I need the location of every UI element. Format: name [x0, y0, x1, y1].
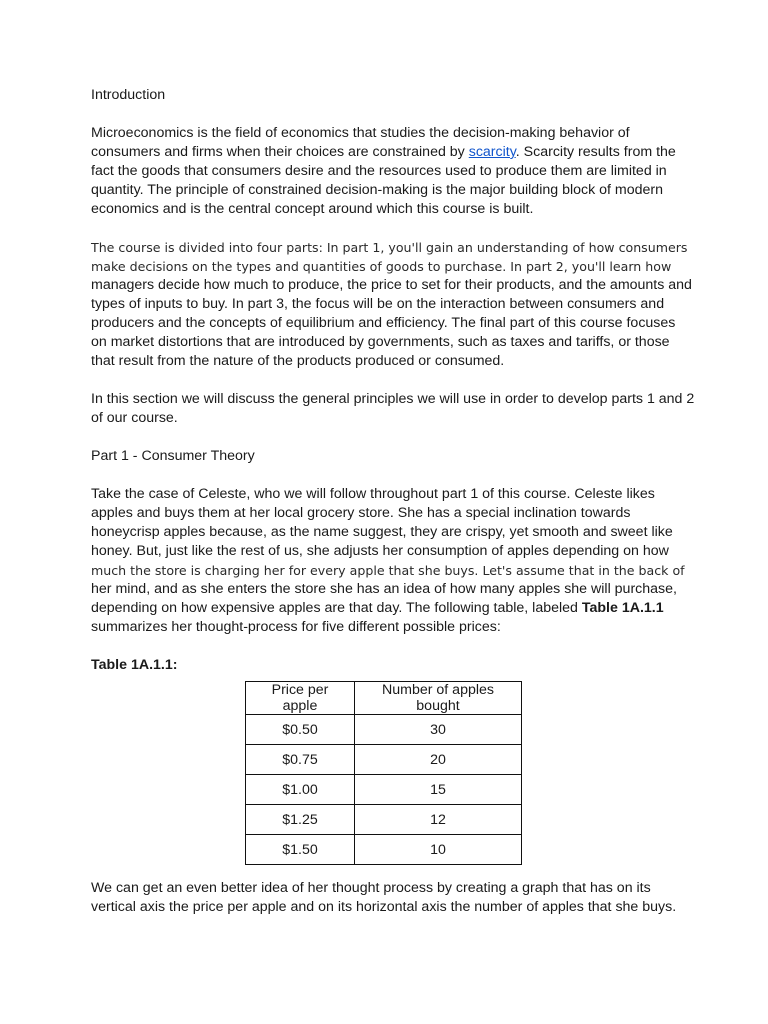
section-heading-part1: Part 1 - Consumer Theory	[91, 448, 255, 464]
table-row	[246, 805, 522, 835]
paragraph-text: . Scarcity results from the	[515, 144, 676, 160]
paragraph-line: The course is divided into four parts: In part 1, you'll gain an understanding of how consumers	[91, 240, 688, 255]
table-row	[246, 835, 522, 865]
table-caption-text: Table 1A.1.1:	[91, 657, 178, 673]
paragraph-line	[91, 599, 664, 618]
paragraph-line: summarizes her thought-process for five different possible prices:	[91, 619, 501, 635]
quantity-cell: 10	[355, 835, 522, 865]
price-cell: $0.75	[246, 745, 355, 775]
paragraph-line: that result from the nature of the products produced or consumed.	[91, 353, 505, 369]
paragraph-line: Microeconomics is the field of economics that studies the decision-making behavior of	[91, 125, 630, 141]
table-row	[246, 715, 522, 745]
paragraph-text: consumers and firms when their choices are constrained by	[91, 144, 469, 160]
table-row	[246, 745, 522, 775]
paragraph-line: Take the case of Celeste, who we will follow throughout part 1 of this course. Celeste likes	[91, 486, 655, 502]
paragraph-line: honey. But, just like the rest of us, she adjusts her consumption of apples depending on how	[91, 543, 669, 559]
paragraph-line: We can get an even better idea of her thought process by creating a graph that has on its	[91, 880, 651, 896]
document-page	[91, 86, 695, 917]
paragraph-section-scope	[91, 390, 695, 428]
paragraph-line: producers and the concepts of equilibrium and efficiency. The final part of this course focuses	[91, 315, 676, 331]
price-cell: $1.25	[246, 805, 355, 835]
column-header-price: Price per apple	[246, 682, 355, 715]
paragraph-line: In this section we will discuss the general principles we will use in order to develop parts 1 and 2	[91, 391, 695, 407]
price-cell: $1.00	[246, 775, 355, 805]
paragraph-line: vertical axis the price per apple and on its horizontal axis the number of apples that she buys.	[91, 899, 677, 915]
table-row	[246, 775, 522, 805]
table-caption	[91, 656, 661, 675]
paragraph-line	[91, 143, 676, 162]
paragraph-microeconomics	[91, 124, 676, 219]
paragraph-line: quantity. The principle of constrained decision-making is the major building block of modern	[91, 182, 664, 198]
column-header-quantity: Number of apples bought	[355, 682, 522, 715]
table-reference: Table 1A.1.1	[581, 600, 664, 616]
quantity-cell: 20	[355, 745, 522, 775]
table-header-row	[246, 682, 522, 715]
paragraph-line: honeycrisp apples because, as the name suggest, they are crispy, yet smooth and sweet like	[91, 524, 673, 540]
paragraph-line: make decisions on the types and quantities of goods to purchase. In part 2, you'll learn how	[91, 259, 672, 274]
paragraph-line: her mind, and as she enters the store she has an idea of how many apples she will purchase,	[91, 581, 677, 597]
paragraph-celeste	[91, 485, 685, 637]
paragraph-line: apples and buys them at her local grocery store. She has a special inclination towards	[91, 505, 631, 521]
price-cell: $0.50	[246, 715, 355, 745]
paragraph-line: much the store is charging her for every apple that she buys. Let's assume that in the back of	[91, 563, 685, 578]
paragraph-line: on market distortions that are introduced by governments, such as taxes and tariffs, or those	[91, 334, 670, 350]
quantity-cell: 15	[355, 775, 522, 805]
quantity-cell: 30	[355, 715, 522, 745]
paragraph-text: depending on how expensive apples are that day. The following table, labeled	[91, 600, 582, 616]
paragraph-line: types of inputs to buy. In part 3, the focus will be on the interaction between consumers and	[91, 296, 665, 312]
price-cell: $1.50	[246, 835, 355, 865]
quantity-cell: 12	[355, 805, 522, 835]
section-heading-introduction: Introduction	[91, 87, 166, 103]
paragraph-line: managers decide how much to produce, the price to set for their products, and the amounts and	[91, 277, 692, 293]
scarcity-link[interactable]: scarcity	[468, 144, 516, 160]
paragraph-line: of our course.	[91, 410, 178, 426]
paragraph-line: economics and is the central concept around which this course is built.	[91, 201, 534, 217]
price-quantity-table	[245, 681, 522, 865]
paragraph-line: fact the goods that consumers desire and the resources used to produce them are limited in	[91, 163, 667, 179]
paragraph-graph-intro	[91, 879, 677, 917]
paragraph-course-parts	[91, 238, 692, 371]
